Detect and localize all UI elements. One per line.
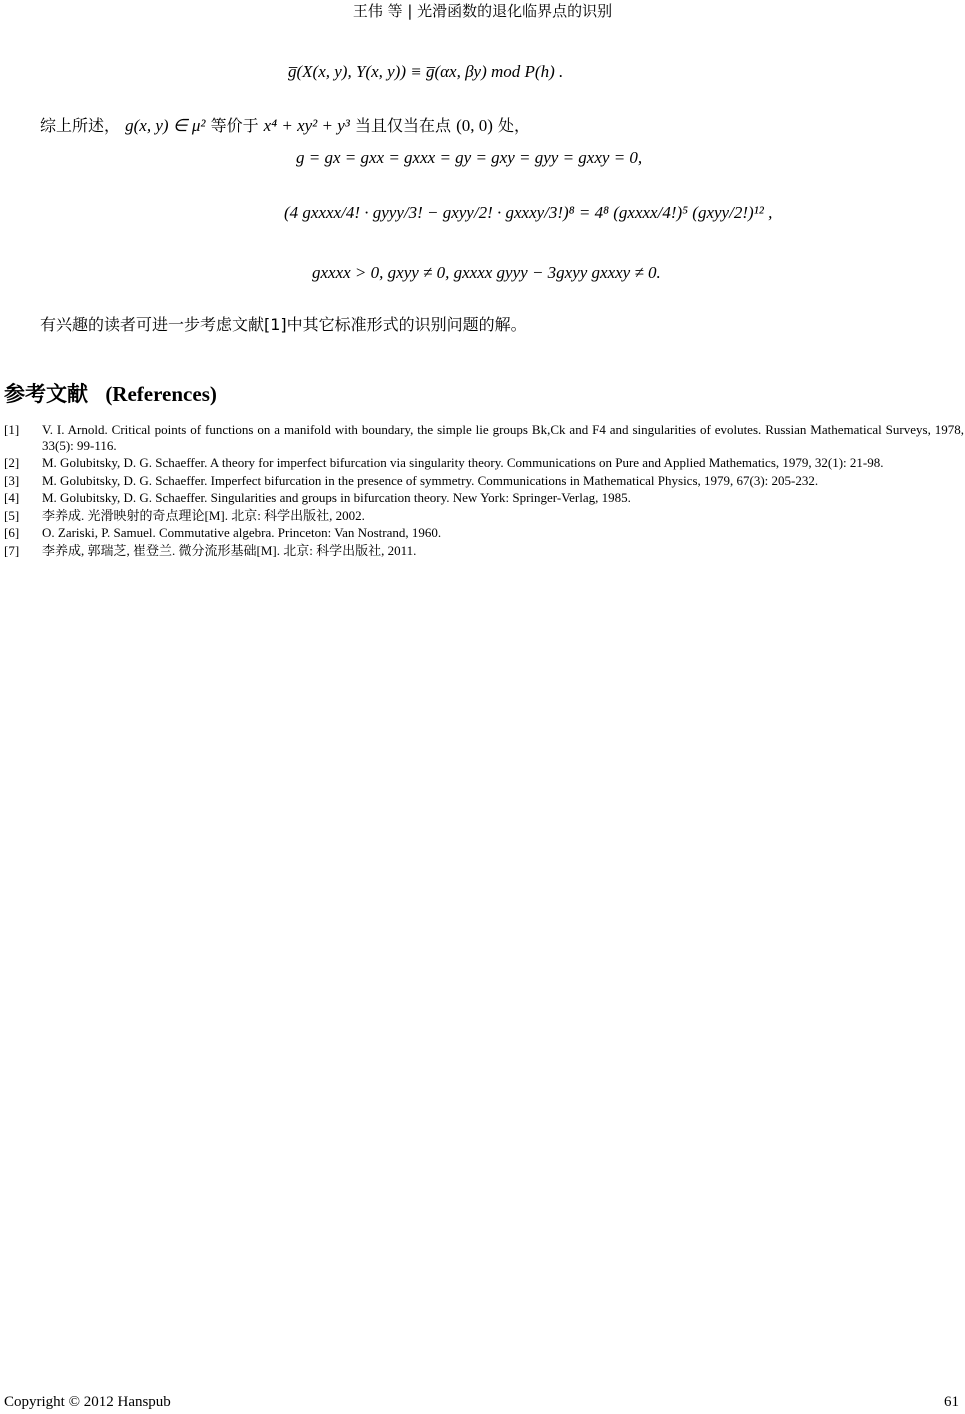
summary-suffix: 处， <box>498 116 531 135</box>
summary-paragraph <box>40 113 530 136</box>
reference-text: 李养成. 光滑映射的奇点理论[M]. 北京: 科学出版社, 2002. <box>42 507 365 523</box>
references-heading-cn: 参考文献 <box>4 382 88 406</box>
footer-page-number: 61 <box>944 1394 959 1410</box>
reference-number: [4] <box>4 490 20 505</box>
reference-item <box>4 473 964 489</box>
reference-text: M. Golubitsky, D. G. Schaeffer. Imperfect bifurcation in the presence of symmetry. Communications in Mathematical Physics, 1979, 67(3): 205-232. <box>42 472 819 488</box>
footer-copyright: Copyright © 2012 Hanspub <box>4 1394 171 1410</box>
reference-item <box>4 490 964 506</box>
reference-text: M. Golubitsky, D. G. Schaeffer. Singularities and groups in bifurcation theory. New York: Springer-Verlag, 1985. <box>42 490 631 505</box>
reference-number: [5] <box>4 507 20 523</box>
reference-item <box>4 543 964 559</box>
reference-number: [6] <box>4 525 20 540</box>
reference-number: [1] <box>4 422 20 437</box>
equation-3-text: g = gx = gxx = gxxx = gy = gxy = gyy = gxxy = 0, <box>296 148 643 167</box>
summary-mid: 等价于 <box>210 116 264 135</box>
running-header: 王伟 等 | 光滑函数的退化临界点的识别 <box>352 2 613 20</box>
equation-1 <box>288 62 563 82</box>
reference-text: M. Golubitsky, D. G. Schaeffer. A theory for imperfect bifurcation via singularity theory. Communications on Pure and Applied Mathematics, 1979, 32(1): 21-98. <box>42 455 884 470</box>
references-heading <box>4 378 217 408</box>
reference-text: V. I. Arnold. Critical points of functions on a manifold with boundary, the simple lie groups Bk,Ck and F4 and singularities of evolutes. Russian Mathematical Surveys, 1978, 33(5): 99-116. <box>42 422 964 453</box>
reference-item <box>4 525 964 541</box>
equation-5-text: gxxxx > 0, gxyy ≠ 0, gxxxx gyyy − 3gxyy gxxxy ≠ 0. <box>312 263 661 282</box>
summary-math-1: g(x, y) ∈ μ² <box>125 116 206 135</box>
reference-item <box>4 508 964 524</box>
summary-prefix: 综上所述， <box>40 116 121 135</box>
reference-number: [3] <box>4 472 20 488</box>
summary-math-2: x⁴ + xy² + y³ <box>263 116 350 135</box>
reference-item <box>4 422 964 453</box>
references-heading-en: (References) <box>105 382 217 406</box>
summary-mid-2: 当且仅当在点 <box>354 116 451 135</box>
summary-math-3: (0, 0) <box>456 116 493 135</box>
equation-4 <box>284 203 772 223</box>
further-paragraph: 有兴趣的读者可进一步考虑文献[1]中其它标准形式的识别问题的解。 <box>40 315 527 334</box>
equation-1-text: g̅(X(x, y), Y(x, y)) ≡ g̅(αx, βy) mod P(h) . <box>288 62 564 81</box>
references-list <box>4 422 964 560</box>
reference-text: O. Zariski, P. Samuel. Commutative algebra. Princeton: Van Nostrand, 1960. <box>42 525 442 540</box>
reference-item <box>4 455 964 471</box>
equation-4-text: (4 gxxxx/4! · gyyy/3! − gxyy/2! · gxxxy/3!)⁸ = 4⁸ (gxxxx/4!)⁵ (gxyy/2!)¹² , <box>284 203 773 222</box>
reference-number: [2] <box>4 455 20 470</box>
equation-3 <box>296 148 642 168</box>
reference-text: 李养成, 郭瑞芝, 崔登兰. 微分流形基础[M]. 北京: 科学出版社, 2011. <box>42 542 417 558</box>
reference-number: [7] <box>4 542 20 558</box>
equation-5 <box>312 263 661 283</box>
